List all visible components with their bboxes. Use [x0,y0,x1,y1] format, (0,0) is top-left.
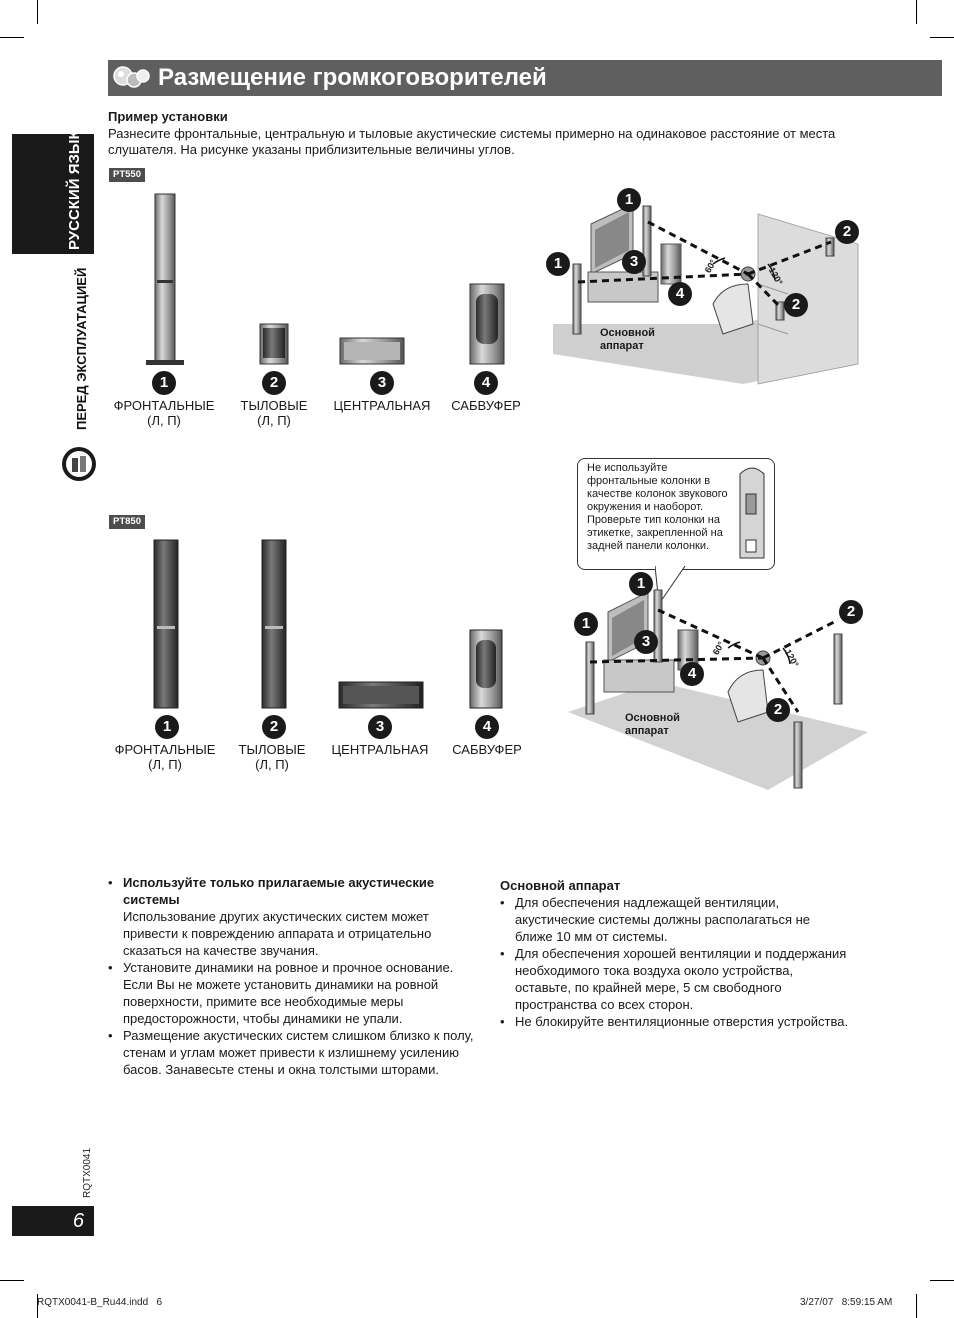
speaker-name: ФРОНТАЛЬНЫЕ [114,742,216,757]
pt550-room-diagram [543,184,861,404]
note-item: • Для обеспечения хорошей вентиляции и поддержания необходимого тока воздуха около устройства, оставьте, по крайней мере, 5 см свободного пространства со всех сторон. [500,945,850,1013]
section-label: ПЕРЕД ЭКСПЛУАТАЦИЕЙ [74,267,89,430]
marker-1: 1 [155,715,179,739]
model-tag-pt850: PT850 [109,515,145,529]
main-unit-caption-line: Основной [625,712,680,724]
marker-3: 3 [368,715,392,739]
setup-intro: Разнесите фронтальные, центральную и тыловые акустические системы примерно на одинаковое расстояние от места слушателя. На рисунке указаны приблизительные величины углов. [108,126,836,157]
speaker-sub: (Л, П) [257,413,291,428]
note-item [108,874,478,959]
angle-front-label: 60° [710,639,727,657]
room-marker-4: 4 [680,662,704,686]
main-unit-caption [600,327,655,353]
speaker-label-front [109,398,219,428]
crop-mark [916,0,917,24]
speaker-name: ТЫЛОВЫЕ [240,398,308,413]
speaker-sub: (Л, П) [255,757,289,772]
room-marker-1: 1 [574,612,598,636]
language-tab-label: РУССКИЙ ЯЗЫК [66,130,83,250]
marker-2: 2 [262,715,286,739]
crop-mark [37,0,38,24]
speaker-name: ФРОНТАЛЬНЫЕ [113,398,215,413]
angle-rear-label: 120° [766,265,785,287]
main-unit-caption-line: аппарат [625,725,669,737]
setup-heading: Пример установки [108,109,228,124]
room-marker-2: 2 [766,698,790,722]
room-marker-2: 2 [839,600,863,624]
callout-text: Не используйте фронтальные колонки в качестве колонок звукового окружения и наоборот. Проверьте тип колонки на этикетке, закрепленной на задней панели колонки. [587,462,728,552]
pt850-room-diagram [568,572,868,794]
model-tag-pt550: PT550 [109,168,145,182]
note-item: • Для обеспечения надлежащей вентиляции, акустические системы должны располагаться не ближе 10 мм от системы. [500,894,850,945]
marker-4: 4 [474,371,498,395]
note-item: • Установите динамики на ровное и прочное основание. Если Вы не можете установить динамики на ровной поверхности, примите все необходимые меры предосторожности, чтобы динамики не упали. [108,959,478,1027]
crop-mark [930,37,954,38]
preparation-icon [61,446,97,482]
speaker-label-rear [217,742,327,772]
crop-mark [0,37,24,38]
speaker-name: САБВУФЕР [452,742,522,757]
room-marker-3: 3 [634,630,658,654]
room-marker-1: 1 [617,188,641,212]
speaker-name: ЦЕНТРАЛЬНАЯ [333,398,431,413]
notes-right-column [500,877,850,1030]
speaker-name: ЦЕНТРАЛЬНАЯ [331,742,429,757]
room-marker-1: 1 [629,572,653,596]
marker-1: 1 [152,371,176,395]
angle-rear-label: 120° [782,647,801,669]
angle-front-label: 60° [702,257,719,275]
speaker-bubbles-icon [112,64,152,92]
note-item: • Размещение акустических систем слишком близко к полу, стенам и углам может привести к излишнему усилению басов. Занавесьте стены и окна толстыми шторами. [108,1027,478,1078]
doc-code: RQTX0041 [82,1147,93,1198]
speaker-label-front [110,742,220,772]
room-marker-1: 1 [546,252,570,276]
marker-2: 2 [262,371,286,395]
speaker-name: САБВУФЕР [451,398,521,413]
notes-left-column [108,874,478,1078]
note-title: Используйте только прилагаемые акустические системы [123,875,435,907]
footer-file: RQTX0041-B_Ru44.indd 6 [37,1297,163,1308]
room-marker-3: 3 [622,250,646,274]
pt850-speakers-illustration [108,534,528,714]
speaker-sub: (Л, П) [148,757,182,772]
crop-mark [930,1280,954,1281]
pt550-speakers-illustration [108,186,528,370]
note-item: • Не блокируйте вентиляционные отверстия устройства. [500,1013,850,1030]
main-unit-caption-line: аппарат [600,340,644,352]
speaker-name: ТЫЛОВЫЕ [238,742,306,757]
main-unit-caption-line: Основной [600,327,655,339]
room-marker-2: 2 [835,220,859,244]
speaker-label-subwoofer [431,398,541,413]
speaker-sub: (Л, П) [147,413,181,428]
speaker-back-panel-illustration [736,464,768,560]
page-number: 6 [12,1206,94,1236]
main-unit-heading: Основной аппарат [500,878,621,893]
note-text: Использование других акустических систем может привести к повреждению аппарата и отрицательно сказаться на качестве звучания. [123,909,432,958]
main-unit-caption [625,712,680,738]
room-marker-2: 2 [784,293,808,317]
marker-3: 3 [370,371,394,395]
crop-mark [0,1280,24,1281]
footer-date: 3/27/07 8:59:15 AM [800,1297,893,1308]
crop-mark [916,1294,917,1318]
room-marker-4: 4 [668,282,692,306]
marker-4: 4 [475,715,499,739]
speaker-label-rear [219,398,329,428]
speaker-label-center [325,742,435,757]
speaker-label-subwoofer [432,742,542,757]
page-title: Размещение громкоговорителей [158,64,547,91]
speaker-label-center [327,398,437,413]
